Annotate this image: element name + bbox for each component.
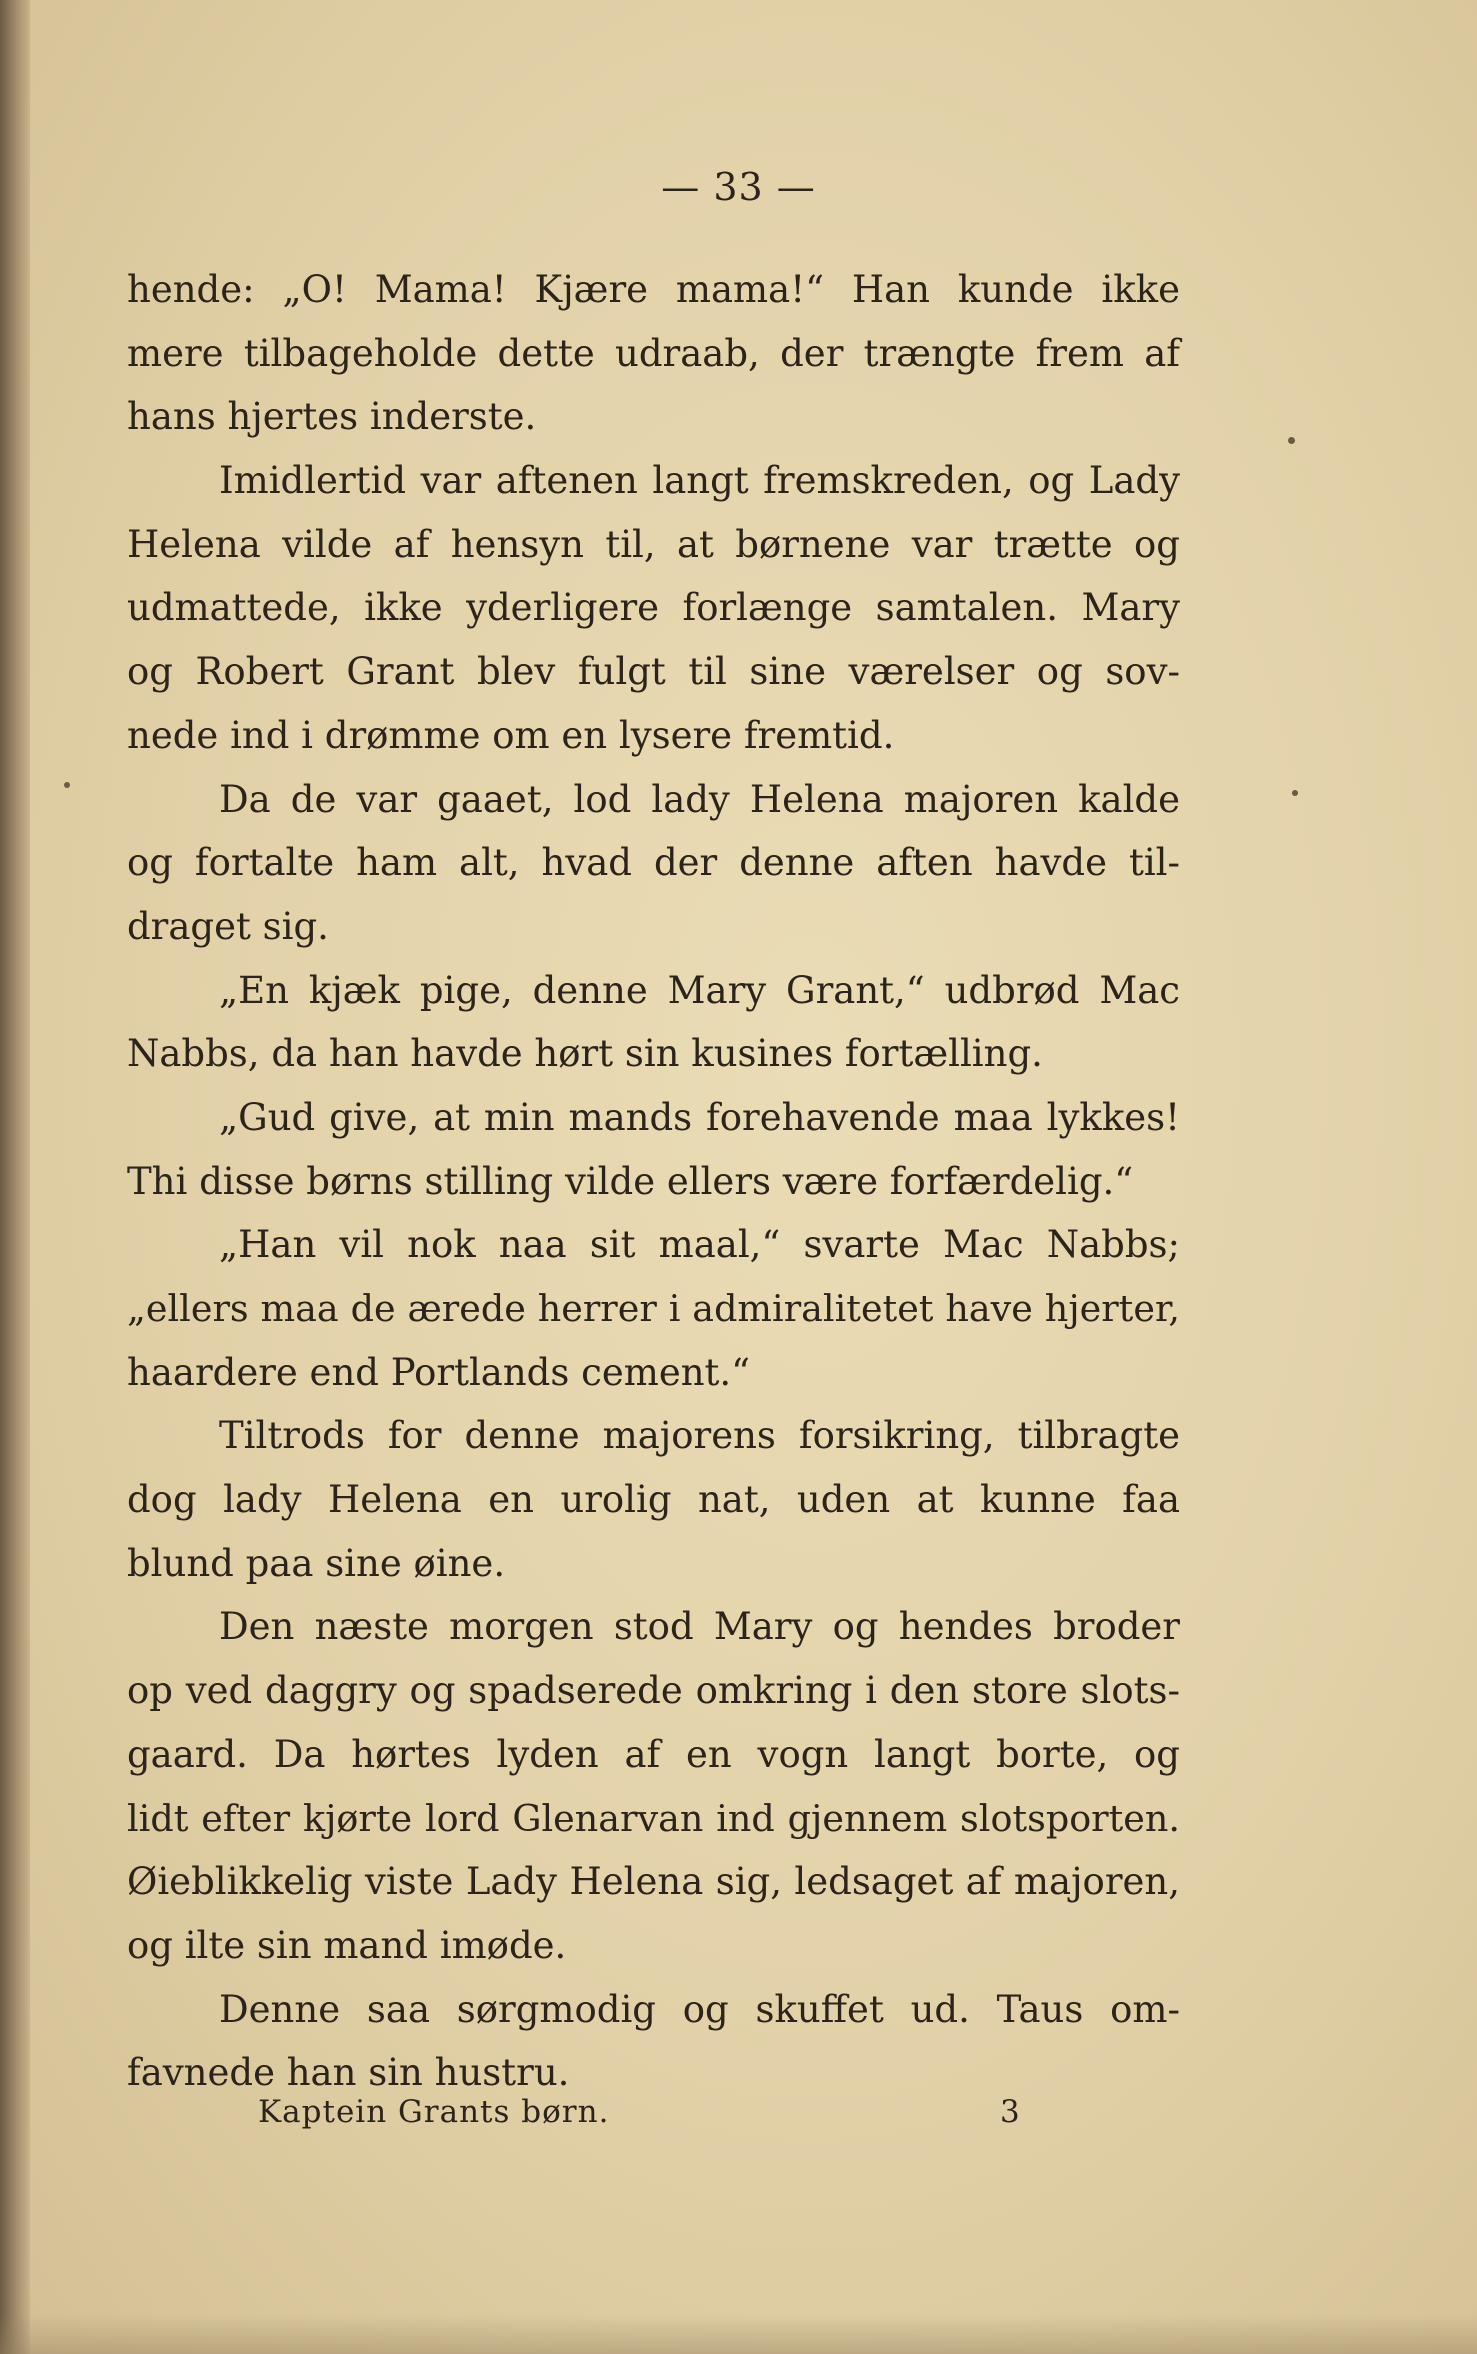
text-line: gaard. Da hørtes lyden af en vogn langt borte, og xyxy=(127,1732,1180,1776)
text-line: Imidlertid var aftenen langt fremskreden, og Lady xyxy=(219,459,1180,503)
page-spine-shadow xyxy=(0,0,30,2354)
text-line: op ved daggry og spadserede omkring i den store slots- xyxy=(127,1669,1180,1713)
text-line: „Gud give, at min mands forehavende maa lykkes! xyxy=(219,1095,1180,1139)
text-line: Øieblikkelig viste Lady Helena sig, ledsaget af majoren, xyxy=(127,1860,1180,1904)
text-line: lidt efter kjørte lord Glenarvan ind gjennem slotsporten. xyxy=(127,1796,1180,1840)
paper-speck xyxy=(1288,437,1295,444)
paper-speck xyxy=(64,782,70,788)
text-line: udmattede, ikke yderligere forlænge samtalen. Mary xyxy=(127,586,1180,630)
text-line: draget sig. xyxy=(127,904,329,948)
text-line: dog lady Helena en urolig nat, uden at kunne faa xyxy=(127,1478,1180,1522)
text-line: mere tilbageholde dette udraab, der trængte frem af xyxy=(127,331,1180,375)
text-line: Helena vilde af hensyn til, at børnene var trætte og xyxy=(127,522,1180,566)
page-bottom-edge xyxy=(0,2314,1477,2354)
text-line: Denne saa sørgmodig og skuffet ud. Taus om- xyxy=(219,1987,1180,2031)
text-line: nede ind i drømme om en lysere fremtid. xyxy=(127,713,895,757)
text-line: og Robert Grant blev fulgt til sine værelser og sov- xyxy=(127,650,1180,694)
text-line: haardere end Portlands cement.“ xyxy=(127,1350,751,1394)
text-line: Da de var gaaet, lod lady Helena majoren kalde xyxy=(219,777,1180,821)
page-number: — 33 — xyxy=(661,165,816,209)
text-line: blund paa sine øine. xyxy=(127,1541,506,1585)
signature-mark: 3 xyxy=(1000,2094,1020,2130)
text-line: Nabbs, da han havde hørt sin kusines fortælling. xyxy=(127,1032,1043,1076)
text-line: Tiltrods for denne majorens forsikring, tilbragte xyxy=(219,1414,1180,1458)
text-line: „Han vil nok naa sit maal,“ svarte Mac Nabbs; xyxy=(219,1223,1180,1267)
text-line: hans hjertes inderste. xyxy=(127,395,537,439)
text-line: favnede han sin hustru. xyxy=(127,2051,570,2095)
text-line: Den næste morgen stod Mary og hendes broder xyxy=(219,1605,1180,1649)
text-line: hende: „O! Mama! Kjære mama!“ Han kunde ikke xyxy=(127,268,1180,311)
text-line: „ellers maa de ærede herrer i admiralitetet have hjerter, xyxy=(127,1287,1180,1330)
text-line: og fortalte ham alt, hvad der denne aften havde til- xyxy=(127,841,1180,885)
text-line: Thi disse børns stilling vilde ellers være forfærdelig.“ xyxy=(127,1159,1134,1203)
text-line: og ilte sin mand imøde. xyxy=(127,1923,567,1967)
paper-speck xyxy=(1292,790,1298,796)
body-text xyxy=(127,258,1180,2105)
text-line: „En kjæk pige, denne Mary Grant,“ udbrød Mac xyxy=(219,968,1180,1012)
running-footer-title: Kaptein Grants børn. xyxy=(258,2094,610,2130)
